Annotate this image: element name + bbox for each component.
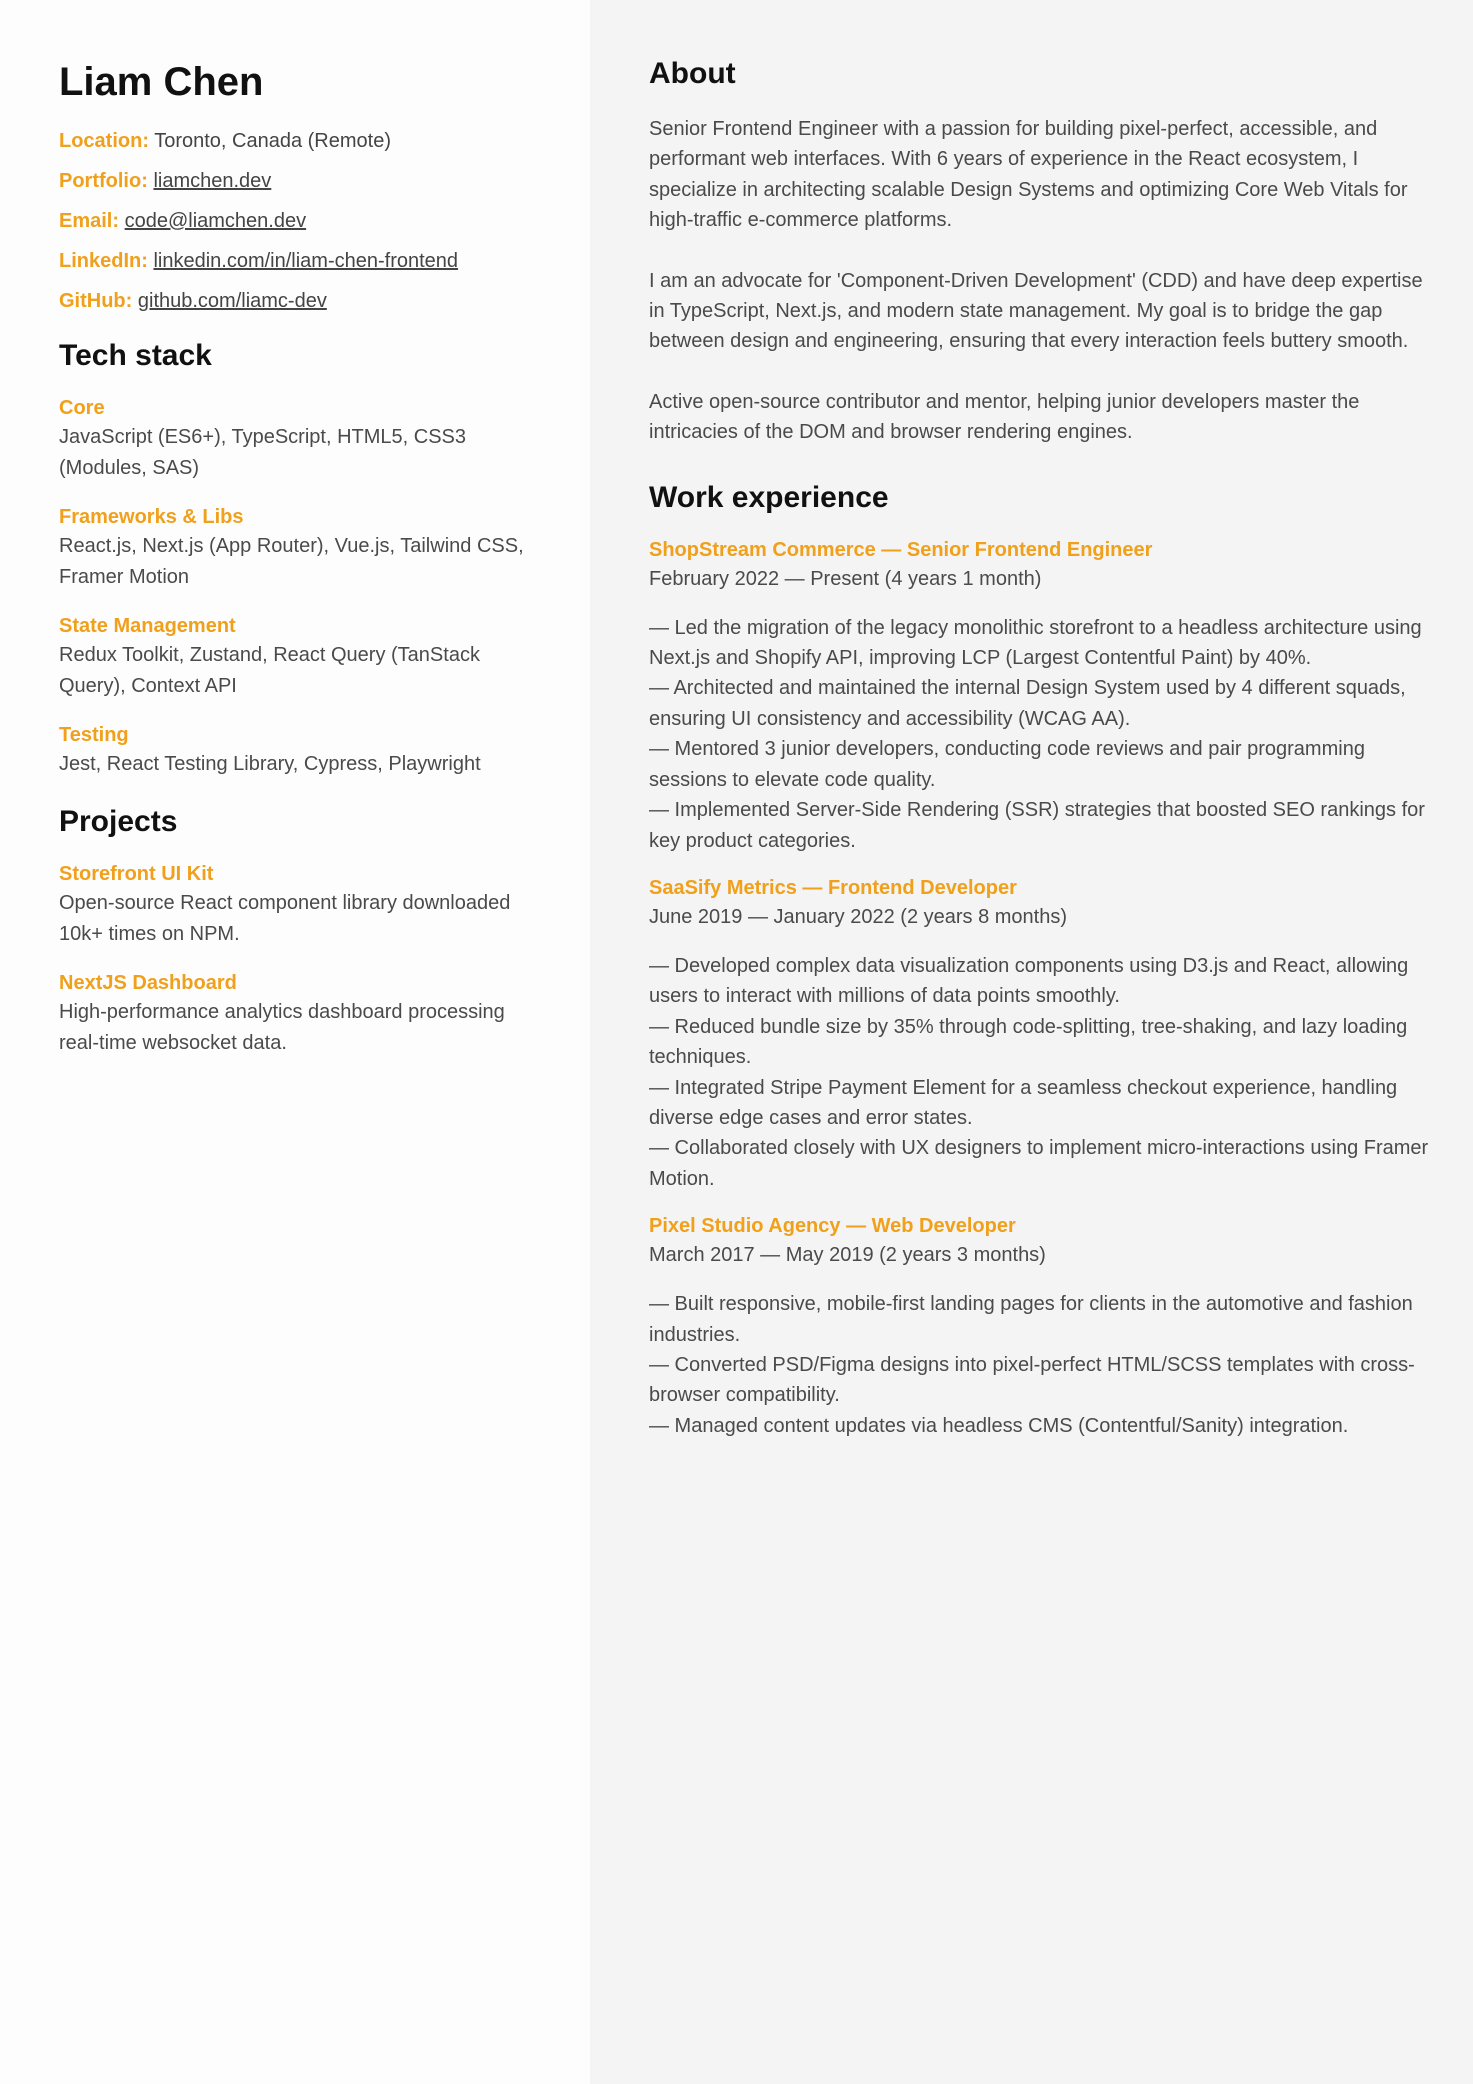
tech-group-text: Jest, React Testing Library, Cypress, Playwright [59, 753, 481, 775]
job-entry [649, 1212, 1433, 1441]
job-bullet: — Reduced bundle size by 35% through code-splitting, tree-shaking, and lazy loading techniques. [649, 1015, 1408, 1069]
job-dates: March 2017 — May 2019 (2 years 3 months) [649, 1244, 1046, 1267]
github-link[interactable]: github.com/liamc-dev [137, 290, 327, 312]
project-text: Open-source React component library downloaded 10k+ times on NPM. [59, 892, 511, 945]
project-title: NextJS Dashboard [59, 972, 237, 994]
about-section [649, 114, 1433, 448]
project-item [59, 860, 550, 950]
tech-group-frameworks [59, 503, 550, 593]
project-text: High-performance analytics dashboard processing real-time websocket data. [59, 1001, 505, 1054]
job-bullet: — Mentored 3 junior developers, conducting code reviews and pair programming sessions to elevate code quality. [649, 738, 1365, 791]
about-paragraph: Active open-source contributor and mentor, helping junior developers master the intricacies of the DOM and browser rendering engines. [649, 390, 1360, 444]
job-title: Pixel Studio Agency — Web Developer [649, 1215, 1016, 1238]
work-experience-heading: Work experience [649, 480, 889, 514]
sidebar [0, 0, 590, 2084]
project-item [59, 969, 550, 1059]
tech-group-title: Testing [59, 724, 129, 746]
contact-email [59, 208, 550, 234]
email-link[interactable]: code@liamchen.dev [124, 210, 307, 232]
job-bullet: — Architected and maintained the internal Design System used by 4 different squads, ensuring UI consistency and accessibility (WCAG AA). [649, 677, 1406, 730]
job-bullet: — Implemented Server-Side Rendering (SSR) strategies that boosted SEO rankings for key product categories. [649, 799, 1425, 852]
contact-linkedin [59, 248, 550, 274]
job-bullet: — Developed complex data visualization components using D3.js and React, allowing users to interact with millions of data points smoothly. [649, 954, 1409, 1008]
contact-label: LinkedIn: [59, 250, 148, 272]
contact-github [59, 288, 550, 314]
job-bullet: — Integrated Stripe Payment Element for a seamless checkout experience, handling diverse edge cases and error states. [649, 1076, 1398, 1129]
tech-group-text: JavaScript (ES6+), TypeScript, HTML5, CSS3 (Modules, SAS) [59, 426, 467, 479]
contact-value: Toronto, Canada (Remote) [154, 130, 391, 152]
job-bullet: — Converted PSD/Figma designs into pixel-perfect HTML/SCSS templates with cross-browser compatibility. [649, 1353, 1415, 1407]
tech-group-text: React.js, Next.js (App Router), Vue.js, Tailwind CSS, Framer Motion [59, 535, 524, 588]
job-bullet: — Collaborated closely with UX designers to implement micro-interactions using Framer Motion. [649, 1137, 1429, 1190]
tech-group-title: State Management [59, 615, 236, 637]
job-bullet: — Managed content updates via headless CMS (Contentful/Sanity) integration. [649, 1414, 1349, 1437]
tech-stack-section [59, 394, 550, 780]
project-title: Storefront UI Kit [59, 863, 214, 885]
work-experience-section [649, 536, 1433, 1442]
main-content [590, 0, 1473, 2084]
tech-group-text: Redux Toolkit, Zustand, React Query (TanStack Query), Context API [59, 644, 480, 697]
job-bullet: — Led the migration of the legacy monolithic storefront to a headless architecture using Next.js and Shopify API, improving LCP (Largest Contentful Paint) by 40%. [649, 616, 1422, 670]
tech-group-title: Core [59, 397, 105, 419]
job-dates: June 2019 — January 2022 (2 years 8 months) [649, 905, 1068, 928]
job-entry [649, 874, 1433, 1194]
person-name: Liam Chen [59, 60, 264, 104]
tech-group-core [59, 394, 550, 484]
projects-heading: Projects [59, 805, 178, 838]
contact-list [59, 128, 550, 314]
job-entry [649, 536, 1433, 856]
contact-label: Email: [59, 210, 120, 232]
contact-portfolio [59, 168, 550, 194]
contact-label: Location: [59, 130, 149, 152]
tech-group-testing [59, 721, 550, 780]
about-paragraph: I am an advocate for 'Component-Driven Development' (CDD) and have deep expertise in TypeScript, Next.js, and modern state management. My goal is to bridge the gap between design and engineering, ensuring that every interaction feels buttery smooth. [649, 269, 1423, 353]
contact-label: Portfolio: [59, 170, 148, 192]
portfolio-link[interactable]: liamchen.dev [153, 170, 272, 192]
job-bullet: — Built responsive, mobile-first landing pages for clients in the automotive and fashion industries. [649, 1293, 1413, 1346]
about-paragraph: Senior Frontend Engineer with a passion for building pixel-perfect, accessible, and performant web interfaces. With 6 years of experience in the React ecosystem, I specialize in architecting scalable Design Systems and optimizing Core Web Vitals for high-traffic e-commerce platforms. [649, 118, 1408, 232]
contact-location [59, 128, 550, 154]
job-dates: February 2022 — Present (4 years 1 month) [649, 567, 1042, 590]
job-title: SaaSify Metrics — Frontend Developer [649, 876, 1017, 899]
projects-section [59, 860, 550, 1059]
tech-group-state [59, 612, 550, 702]
linkedin-link[interactable]: linkedin.com/in/liam-chen-frontend [153, 250, 459, 272]
tech-group-title: Frameworks & Libs [59, 506, 244, 528]
contact-label: GitHub: [59, 290, 133, 312]
tech-stack-heading: Tech stack [59, 339, 212, 372]
about-heading: About [649, 57, 736, 90]
job-title: ShopStream Commerce — Senior Frontend Engineer [649, 538, 1153, 561]
